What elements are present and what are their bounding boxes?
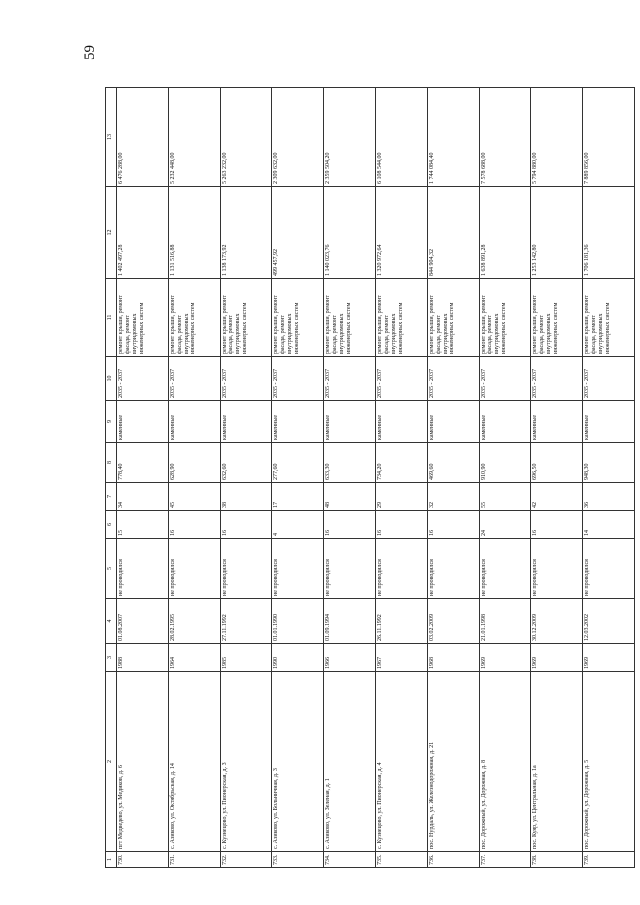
cell-works: ремонт крыши, ремонт фасада, ремонт внутридомовых инженерных систем	[168, 279, 220, 357]
cell-apts: 34	[117, 483, 169, 511]
col-header: 10	[106, 357, 117, 401]
cell-date: 01.01.1990	[272, 599, 324, 644]
cell-period: 2035 - 2037	[272, 357, 324, 401]
cell-floors: 24	[479, 511, 531, 539]
table-row	[220, 88, 272, 868]
cell-mat: каменные	[427, 401, 479, 443]
cell-works: ремонт крыши, ремонт фасада, ремонт внутридомовых инженерных систем	[324, 279, 376, 357]
table-row	[583, 88, 635, 868]
cell-area: 628,90	[168, 443, 220, 483]
cell-period: 2035 - 2037	[168, 357, 220, 401]
cell-addr: пос. Куяр, ул. Центральная, д. 1а	[531, 672, 583, 852]
cell-repair: не проводился	[272, 539, 324, 599]
cell-n: 731.	[168, 852, 220, 868]
cell-area: 277,60	[272, 443, 324, 483]
col-header: 8	[106, 443, 117, 483]
table-row	[324, 88, 376, 868]
cell-period: 2035 - 2037	[375, 357, 427, 401]
cell-date: 26.11.1992	[375, 599, 427, 644]
cell-date: 12.03.2002	[583, 599, 635, 644]
cell-area: 633,30	[324, 443, 376, 483]
cell-repair: не проводился	[375, 539, 427, 599]
cell-apts: 55	[479, 483, 531, 511]
table-row	[375, 88, 427, 868]
cell-area: 948,30	[583, 443, 635, 483]
cell-n: 736.	[427, 852, 479, 868]
cell-works: ремонт крыши, ремонт фасада, ремонт внутридомовых инженерных систем	[272, 279, 324, 357]
cell-c13: 7 578 688,00	[479, 88, 531, 187]
cell-mat: каменные	[272, 401, 324, 443]
cell-repair: не проводился	[168, 539, 220, 599]
cell-addr: пос. Нурдаль, ул. Железнодорожная, д. 21	[427, 672, 479, 852]
col-header: 13	[106, 88, 117, 187]
cell-works: ремонт крыши, ремонт фасада, ремонт внутридомовых инженерных систем	[220, 279, 272, 357]
cell-addr: пос. Дорожный, ул. Дорожная, д. 8	[479, 672, 531, 852]
cell-c12: 1 138 173,92	[220, 187, 272, 279]
cell-floors: 15	[117, 511, 169, 539]
cell-area: 696,50	[531, 443, 583, 483]
col-header: 2	[106, 672, 117, 852]
col-header: 4	[106, 599, 117, 644]
cell-mat: каменные	[324, 401, 376, 443]
cell-area: 632,60	[220, 443, 272, 483]
cell-area: 469,60	[427, 443, 479, 483]
cell-period: 2035 - 2037	[583, 357, 635, 401]
cell-addr: пгт Медведево, ул. Медиков, д. 6	[117, 672, 169, 852]
cell-c12: 1 140 023,76	[324, 187, 376, 279]
cell-c13: 5 232 448,00	[168, 88, 220, 187]
cell-period: 2035 - 2037	[479, 357, 531, 401]
cell-repair: не проводился	[220, 539, 272, 599]
cell-area: 910,90	[479, 443, 531, 483]
cell-n: 733.	[272, 852, 324, 868]
cell-year: 1988	[117, 644, 169, 672]
cell-works: ремонт крыши, ремонт фасада, ремонт внутридомовых инженерных систем	[479, 279, 531, 357]
cell-c12: 1 638 891,28	[479, 187, 531, 279]
cell-period: 2035 - 2037	[531, 357, 583, 401]
cell-mat: каменные	[479, 401, 531, 443]
cell-addr: с. Кузнецово, ул. Пионерская, д. 3	[220, 672, 272, 852]
rotated-table-container	[105, 88, 635, 868]
col-header: 5	[106, 539, 117, 599]
cell-repair: не проводился	[479, 539, 531, 599]
cell-addr: с. Азиково, ул. Больничная, д. 3	[272, 672, 324, 852]
cell-mat: каменные	[220, 401, 272, 443]
cell-c13: 6 476 288,00	[117, 88, 169, 187]
cell-c12: 1 253 142,80	[531, 187, 583, 279]
cell-works: ремонт крыши, ремонт фасада, ремонт внутридомовых инженерных систем	[531, 279, 583, 357]
col-header: 7	[106, 483, 117, 511]
cell-floors: 16	[168, 511, 220, 539]
cell-c13: 2 359 504,20	[324, 88, 376, 187]
cell-n: 730.	[117, 852, 169, 868]
table-row	[168, 88, 220, 868]
cell-c13: 6 108 544,00	[375, 88, 427, 187]
cell-works: ремонт крыши, ремонт фасада, ремонт внутридомовых инженерных систем	[427, 279, 479, 357]
housing-table	[105, 87, 635, 868]
cell-c13: 2 309 632,00	[272, 88, 324, 187]
cell-n: 737.	[479, 852, 531, 868]
cell-mat: каменные	[168, 401, 220, 443]
table-row	[531, 88, 583, 868]
cell-year: 1966	[324, 644, 376, 672]
cell-period: 2035 - 2037	[220, 357, 272, 401]
cell-works: ремонт крыши, ремонт фасада, ремонт внутридомовых инженерных систем	[117, 279, 169, 357]
cell-repair: не проводился	[117, 539, 169, 599]
cell-year: 1969	[479, 644, 531, 672]
cell-floors: 16	[324, 511, 376, 539]
cell-works: ремонт крыши, ремонт фасада, ремонт внутридомовых инженерных систем	[583, 279, 635, 357]
col-header: 9	[106, 401, 117, 443]
cell-year: 1967	[375, 644, 427, 672]
cell-addr: с. Кузнецово, ул. Пионерская, д. 4	[375, 672, 427, 852]
page-number: 59	[82, 45, 98, 60]
cell-repair: не проводился	[324, 539, 376, 599]
cell-year: 1969	[531, 644, 583, 672]
col-header: 1	[106, 852, 117, 868]
cell-mat: каменные	[375, 401, 427, 443]
col-header: 3	[106, 644, 117, 672]
cell-addr: пос. Дорожный, ул. Дорожная, д. 5	[583, 672, 635, 852]
cell-apts: 29	[375, 483, 427, 511]
cell-c12: 1 402 497,28	[117, 187, 169, 279]
cell-floors: 16	[427, 511, 479, 539]
cell-repair: не проводился	[427, 539, 479, 599]
cell-n: 738.	[531, 852, 583, 868]
cell-year: 1968	[427, 644, 479, 672]
cell-mat: каменные	[117, 401, 169, 443]
cell-c12: 844 904,32	[427, 187, 479, 279]
cell-mat: каменные	[531, 401, 583, 443]
cell-c12: 1 706 181,36	[583, 187, 635, 279]
cell-works: ремонт крыши, ремонт фасада, ремонт внутридомовых инженерных систем	[375, 279, 427, 357]
cell-area: 734,20	[375, 443, 427, 483]
cell-date: 30.12.2009	[531, 599, 583, 644]
col-header: 12	[106, 187, 117, 279]
col-header: 6	[106, 511, 117, 539]
cell-apts: 32	[427, 483, 479, 511]
cell-c12: 1 320 972,64	[375, 187, 427, 279]
cell-date: 03.02.2009	[427, 599, 479, 644]
cell-date: 21.01.1998	[479, 599, 531, 644]
cell-c12: 499 457,92	[272, 187, 324, 279]
cell-year: 1990	[272, 644, 324, 672]
cell-addr: с. Азиково, ул. Зеленая, д. 1	[324, 672, 376, 852]
cell-floors: 16	[375, 511, 427, 539]
cell-c13: 5 263 232,00	[220, 88, 272, 187]
cell-repair: не проводился	[583, 539, 635, 599]
cell-apts: 48	[324, 483, 376, 511]
cell-apts: 42	[531, 483, 583, 511]
cell-n: 734.	[324, 852, 376, 868]
cell-addr: с. Азиково, ул. Октябрьская, д. 14	[168, 672, 220, 852]
cell-mat: каменные	[583, 401, 635, 443]
table-row	[272, 88, 324, 868]
cell-year: 1964	[168, 644, 220, 672]
cell-c13: 1 744 084,40	[427, 88, 479, 187]
cell-apts: 45	[168, 483, 220, 511]
cell-period: 2035 - 2037	[324, 357, 376, 401]
cell-floors: 16	[531, 511, 583, 539]
cell-apts: 36	[583, 483, 635, 511]
cell-floors: 14	[583, 511, 635, 539]
cell-n: 739.	[583, 852, 635, 868]
cell-area: 778,40	[117, 443, 169, 483]
table-row	[117, 88, 169, 868]
cell-year: 1985	[220, 644, 272, 672]
table-row	[427, 88, 479, 868]
cell-floors: 4	[272, 511, 324, 539]
cell-apts: 17	[272, 483, 324, 511]
column-number-row	[106, 88, 117, 868]
cell-date: 01.09.1994	[324, 599, 376, 644]
table-row	[479, 88, 531, 868]
cell-date: 01.08.2007	[117, 599, 169, 644]
cell-c13: 7 889 856,00	[583, 88, 635, 187]
cell-repair: не проводился	[531, 539, 583, 599]
cell-apts: 38	[220, 483, 272, 511]
cell-year: 1969	[583, 644, 635, 672]
cell-n: 732.	[220, 852, 272, 868]
col-header: 11	[106, 279, 117, 357]
cell-c12: 1 131 516,88	[168, 187, 220, 279]
cell-n: 735.	[375, 852, 427, 868]
cell-date: 28.02.1995	[168, 599, 220, 644]
cell-period: 2035 - 2037	[117, 357, 169, 401]
cell-floors: 16	[220, 511, 272, 539]
cell-date: 27.11.1992	[220, 599, 272, 644]
cell-c13: 5 794 880,00	[531, 88, 583, 187]
cell-period: 2035 - 2037	[427, 357, 479, 401]
